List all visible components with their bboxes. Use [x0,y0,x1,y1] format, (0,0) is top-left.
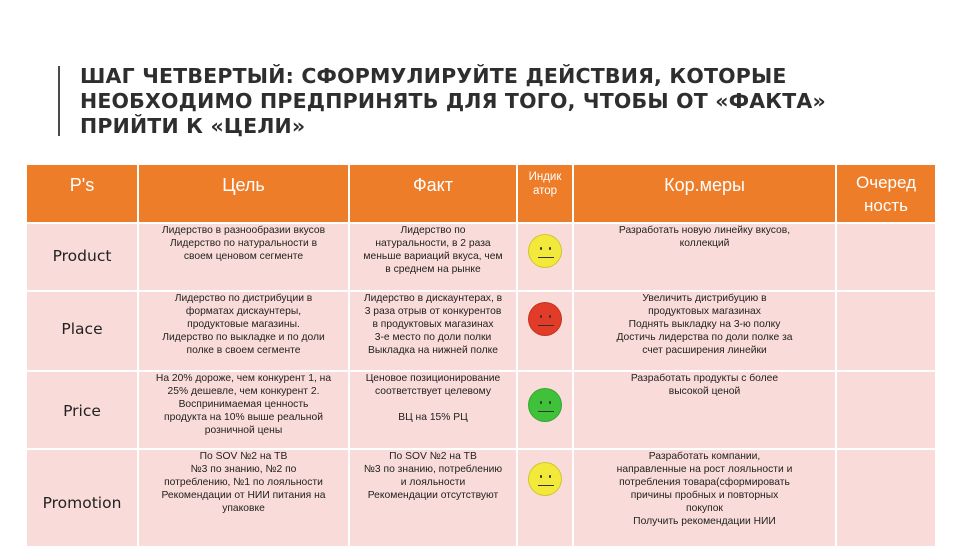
row-label: Promotion [27,448,139,546]
header-indicator: Индик атор [518,165,574,222]
indicator-cell [518,448,574,546]
fact-cell: Ценовое позиционирование соответствует целевому ВЦ на 15% РЦ [350,370,518,448]
title-line-1: ШАГ ЧЕТВЕРТЫЙ: СФОРМУЛИРУЙТЕ ДЕЙСТВИЯ, КОТОРЫЕ [80,64,787,88]
fact-cell: Лидерство по натуральности, в 2 раза меньше вариаций вкуса, чем в среднем на рынке [350,222,518,290]
action-table [27,165,935,546]
row-label: Place [27,290,139,370]
table-header-row [27,165,935,222]
measures-cell: Разработать новую линейку вкусов, коллекций [574,222,837,290]
header-ps: P's [27,165,139,222]
table-row [27,370,935,448]
goal-cell: Лидерство в разнообразии вкусов Лидерство по натуральности в своем ценовом сегменте [139,222,350,290]
table-row [27,448,935,546]
priority-cell [837,448,935,546]
title-line-2: НЕОБХОДИМО ПРЕДПРИНЯТЬ ДЛЯ ТОГО, ЧТОБЫ ОТ «ФАКТА» [80,89,826,113]
yellow-smiley-icon [528,234,562,268]
priority-cell [837,290,935,370]
priority-cell [837,370,935,448]
indicator-cell [518,370,574,448]
measures-cell: Разработать компании, направленные на рост лояльности и потребления товара(сформировать причины пробных и повторных покупок Получить рекомендации НИИ [574,448,837,546]
table-row [27,290,935,370]
title-accent-bar [58,66,60,136]
goal-cell: По SOV №2 на ТВ №3 по знанию, №2 по потреблению, №1 по лояльности Рекомендации от НИИ питания на упаковке [139,448,350,546]
header-goal: Цель [139,165,350,222]
measures-cell: Увеличить дистрибуцию в продуктовых магазинах Поднять выкладку на 3-ю полку Достичь лидерства по доли полке за счет расширения линейки [574,290,837,370]
header-measures: Кор.меры [574,165,837,222]
header-fact: Факт [350,165,518,222]
yellow-smiley-icon [528,462,562,496]
table-row [27,222,935,290]
measures-cell: Разработать продукты с более высокой ценой [574,370,837,448]
indicator-cell [518,222,574,290]
red-smiley-icon [528,302,562,336]
row-label: Price [27,370,139,448]
fact-cell: Лидерство в дискаунтерах, в 3 раза отрыв от конкурентов в продуктовых магазинах 3-е место по доли полки Выкладка на нижней полке [350,290,518,370]
priority-cell [837,222,935,290]
title-line-3: ПРИЙТИ К «ЦЕЛИ» [80,114,306,138]
row-label: Product [27,222,139,290]
goal-cell: На 20% дороже, чем конкурент 1, на 25% дешевле, чем конкурент 2. Воспринимаемая ценность продукта на 10% выше реальной розничной цены [139,370,350,448]
goal-cell: Лидерство по дистрибуции в форматах дискаунтеры, продуктовые магазины. Лидерство по выкладке и по доли полке в своем сегменте [139,290,350,370]
green-smiley-icon [528,388,562,422]
header-priority: Очеред ность [837,165,935,222]
indicator-cell [518,290,574,370]
slide-title [80,64,950,139]
fact-cell: По SOV №2 на ТВ №3 по знанию, потреблению и лояльности Рекомендации отсутствуют [350,448,518,546]
